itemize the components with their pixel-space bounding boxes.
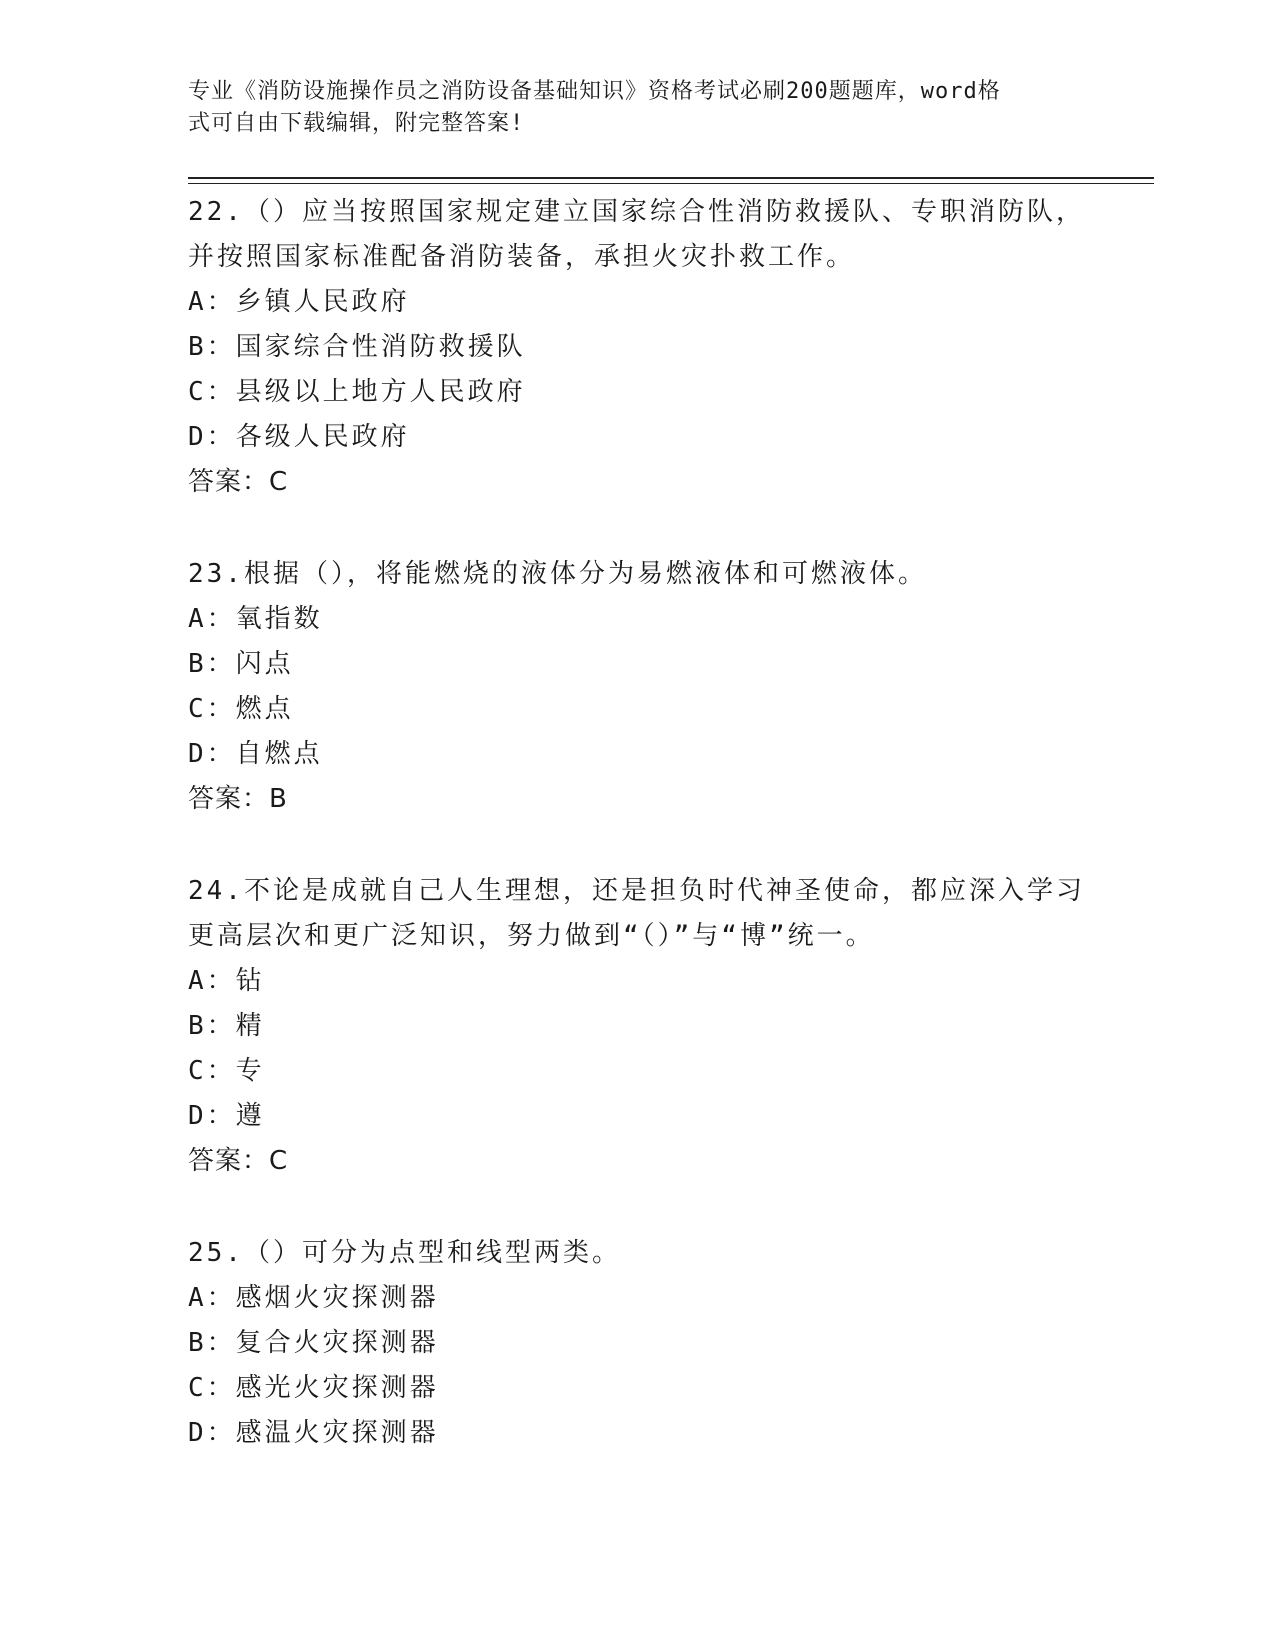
option-a: A：乡镇人民政府	[188, 287, 410, 317]
option-b: B：国家综合性消防救援队	[188, 332, 526, 362]
option-d: D：各级人民政府	[188, 422, 410, 452]
question-23	[188, 552, 1088, 822]
question-stem-line: 24.不论是成就自己人生理想，还是担负时代神圣使命，都应深入学习	[188, 876, 1085, 906]
answer-line: 答案：C	[188, 1146, 289, 1176]
question-24	[188, 869, 1088, 1184]
option-a: A：钻	[188, 966, 265, 996]
question-stem-line: 更高层次和更广泛知识，努力做到“（）”与“博”统一。	[188, 921, 875, 951]
option-b: B：闪点	[188, 649, 294, 679]
option-b: B：复合火灾探测器	[188, 1328, 439, 1358]
question-stem-line: 并按照国家标准配备消防装备，承担火灾扑救工作。	[188, 242, 856, 272]
answer-line: 答案：C	[188, 467, 289, 497]
document-header	[188, 76, 1068, 140]
option-d: D：遵	[188, 1101, 265, 1131]
option-d: D：感温火灾探测器	[188, 1418, 439, 1448]
question-stem-line: 25.（）可分为点型和线型两类。	[188, 1238, 621, 1268]
header-divider-thin	[188, 183, 1154, 184]
option-c: C：感光火灾探测器	[188, 1373, 439, 1403]
question-list	[188, 190, 1088, 1503]
option-c: C：专	[188, 1056, 265, 1086]
header-line-2: 式可自由下载编辑，附完整答案!	[188, 111, 525, 136]
question-22	[188, 190, 1088, 505]
option-c: C：燃点	[188, 694, 294, 724]
option-b: B：精	[188, 1011, 265, 1041]
option-d: D：自燃点	[188, 739, 323, 769]
header-line-1: 专业《消防设施操作员之消防设备基础知识》资格考试必刷200题题库，word格	[188, 79, 1001, 104]
option-a: A：感烟火灾探测器	[188, 1283, 439, 1313]
question-stem-line: 22.（）应当按照国家规定建立国家综合性消防救援队、专职消防队，	[188, 197, 1085, 227]
answer-line: 答案：B	[188, 784, 288, 814]
option-c: C：县级以上地方人民政府	[188, 377, 526, 407]
header-divider-thick	[188, 177, 1154, 179]
question-stem-line: 23.根据（），将能燃烧的液体分为易燃液体和可燃液体。	[188, 559, 927, 589]
question-25	[188, 1231, 1088, 1456]
option-a: A：氧指数	[188, 604, 323, 634]
